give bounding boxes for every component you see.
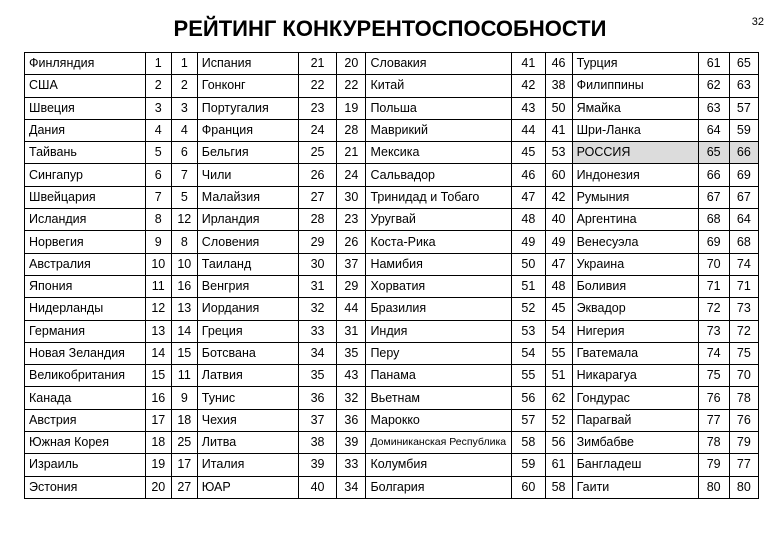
rank-current: 15 [145,365,171,387]
country-name: Польша [366,97,512,119]
country-name: Вьетнам [366,387,512,409]
rank-current: 30 [298,253,337,275]
country-name: Боливия [572,275,698,297]
country-name: Гондурас [572,387,698,409]
table-row [25,432,759,454]
country-name: Перу [366,342,512,364]
country-name: Великобритания [25,365,146,387]
country-name: Норвегия [25,231,146,253]
rank-previous: 26 [337,231,366,253]
rank-previous: 51 [545,365,572,387]
rank-current: 77 [698,409,729,431]
rank-previous: 45 [545,298,572,320]
country-name: Парагвай [572,409,698,431]
rank-previous: 59 [729,119,758,141]
rank-previous: 75 [729,342,758,364]
rank-current: 76 [698,387,729,409]
rank-previous: 79 [729,432,758,454]
rank-current: 65 [698,142,729,164]
rank-current: 16 [145,387,171,409]
rank-current: 58 [512,432,545,454]
rank-current: 66 [698,164,729,186]
rank-current: 44 [512,119,545,141]
country-name: Аргентина [572,209,698,231]
rank-previous: 6 [171,142,197,164]
rank-current: 20 [145,476,171,498]
rank-previous: 3 [171,97,197,119]
country-name: Бельгия [197,142,298,164]
rank-previous: 36 [337,409,366,431]
rank-previous: 44 [337,298,366,320]
rank-current: 35 [298,365,337,387]
rank-current: 32 [298,298,337,320]
page-title: РЕЙТИНГ КОНКУРЕНТОСПОСОБНОСТИ [173,16,607,41]
table-row [25,454,759,476]
country-name: Украина [572,253,698,275]
country-name: Таиланд [197,253,298,275]
country-name: Филиппины [572,75,698,97]
rank-current: 21 [298,53,337,75]
rank-current: 23 [298,97,337,119]
rank-previous: 24 [337,164,366,186]
rank-current: 3 [145,97,171,119]
rank-current: 28 [298,209,337,231]
rank-previous: 58 [545,476,572,498]
rank-previous: 50 [545,97,572,119]
rank-previous: 47 [545,253,572,275]
country-name: Германия [25,320,146,342]
rank-previous: 5 [171,186,197,208]
rank-current: 54 [512,342,545,364]
table-row [25,186,759,208]
country-name: Гватемала [572,342,698,364]
rank-previous: 73 [729,298,758,320]
country-name: Финляндия [25,53,146,75]
country-name: Сингапур [25,164,146,186]
country-name: Нигерия [572,320,698,342]
rank-previous: 18 [171,409,197,431]
rank-previous: 68 [729,231,758,253]
country-name: Южная Корея [25,432,146,454]
country-name: Словакия [366,53,512,75]
country-name: Италия [197,454,298,476]
rank-current: 67 [698,186,729,208]
rank-current: 11 [145,275,171,297]
country-name: Шри-Ланка [572,119,698,141]
rank-current: 25 [298,142,337,164]
country-name: Ирландия [197,209,298,231]
country-name: Израиль [25,454,146,476]
rank-previous: 29 [337,275,366,297]
country-name: Тайвань [25,142,146,164]
table-row [25,409,759,431]
table-row [25,387,759,409]
rank-previous: 71 [729,275,758,297]
rank-previous: 7 [171,164,197,186]
rank-current: 55 [512,365,545,387]
rank-current: 38 [298,432,337,454]
country-name: Литва [197,432,298,454]
rank-previous: 65 [729,53,758,75]
rank-previous: 46 [545,53,572,75]
country-name: Эстония [25,476,146,498]
rank-previous: 8 [171,231,197,253]
rank-previous: 48 [545,275,572,297]
country-name: Уругвай [366,209,512,231]
rank-previous: 9 [171,387,197,409]
rank-previous: 42 [545,186,572,208]
rank-current: 17 [145,409,171,431]
country-name: Ботсвана [197,342,298,364]
country-name: Болгария [366,476,512,498]
country-name: Хорватия [366,275,512,297]
rank-previous: 63 [729,75,758,97]
rank-current: 71 [698,275,729,297]
rank-current: 10 [145,253,171,275]
rank-previous: 17 [171,454,197,476]
rank-previous: 20 [337,53,366,75]
rank-current: 49 [512,231,545,253]
rank-current: 14 [145,342,171,364]
rank-current: 53 [512,320,545,342]
table-row [25,119,759,141]
rank-previous: 53 [545,142,572,164]
rank-current: 2 [145,75,171,97]
rank-current: 42 [512,75,545,97]
rank-previous: 1 [171,53,197,75]
rank-current: 70 [698,253,729,275]
country-name: Чили [197,164,298,186]
rank-previous: 21 [337,142,366,164]
country-name: Португалия [197,97,298,119]
rank-current: 31 [298,275,337,297]
rank-previous: 43 [337,365,366,387]
country-name: Никарагуа [572,365,698,387]
country-name: Латвия [197,365,298,387]
rank-previous: 77 [729,454,758,476]
country-name: Тунис [197,387,298,409]
country-name: Ямайка [572,97,698,119]
rank-previous: 41 [545,119,572,141]
country-name: Франция [197,119,298,141]
rank-current: 37 [298,409,337,431]
rank-previous: 14 [171,320,197,342]
table-row [25,142,759,164]
rank-current: 1 [145,53,171,75]
rank-current: 52 [512,298,545,320]
rank-current: 68 [698,209,729,231]
rank-previous: 61 [545,454,572,476]
rank-previous: 25 [171,432,197,454]
country-name: Испания [197,53,298,75]
rank-previous: 33 [337,454,366,476]
table-row [25,231,759,253]
rank-current: 72 [698,298,729,320]
rank-current: 51 [512,275,545,297]
rank-current: 62 [698,75,729,97]
rank-previous: 49 [545,231,572,253]
country-name: Венгрия [197,275,298,297]
table-row [25,209,759,231]
country-name: Румыния [572,186,698,208]
rank-previous: 16 [171,275,197,297]
rank-current: 45 [512,142,545,164]
country-name: Швейцария [25,186,146,208]
rank-current: 13 [145,320,171,342]
country-name: Исландия [25,209,146,231]
rank-current: 43 [512,97,545,119]
country-name: Бразилия [366,298,512,320]
competitiveness-table [24,52,759,499]
country-name: Малайзия [197,186,298,208]
country-name: Швеция [25,97,146,119]
country-name: США [25,75,146,97]
country-name: Япония [25,275,146,297]
rank-previous: 67 [729,186,758,208]
rank-previous: 30 [337,186,366,208]
rank-previous: 80 [729,476,758,498]
rank-previous: 2 [171,75,197,97]
rank-current: 34 [298,342,337,364]
country-name: Сальвадор [366,164,512,186]
country-name: Колумбия [366,454,512,476]
table-row [25,164,759,186]
table-row [25,53,759,75]
rank-previous: 76 [729,409,758,431]
table-row [25,253,759,275]
country-name: Индия [366,320,512,342]
country-name: Австрия [25,409,146,431]
rank-previous: 54 [545,320,572,342]
rank-current: 29 [298,231,337,253]
rank-current: 5 [145,142,171,164]
rank-previous: 11 [171,365,197,387]
country-name: Австралия [25,253,146,275]
table-row [25,320,759,342]
country-name: Марокко [366,409,512,431]
rank-current: 73 [698,320,729,342]
rank-current: 7 [145,186,171,208]
country-name: ЮАР [197,476,298,498]
rank-current: 78 [698,432,729,454]
table-row [25,275,759,297]
rank-current: 59 [512,454,545,476]
rank-previous: 40 [545,209,572,231]
country-name: Маврикий [366,119,512,141]
country-name: Тринидад и Тобаго [366,186,512,208]
rank-current: 75 [698,365,729,387]
rank-current: 40 [298,476,337,498]
rank-current: 39 [298,454,337,476]
rank-current: 48 [512,209,545,231]
rank-previous: 55 [545,342,572,364]
rank-previous: 78 [729,387,758,409]
rank-current: 22 [298,75,337,97]
rank-previous: 35 [337,342,366,364]
rank-current: 63 [698,97,729,119]
rank-previous: 74 [729,253,758,275]
rank-previous: 4 [171,119,197,141]
country-name: Дания [25,119,146,141]
country-name: Словения [197,231,298,253]
rank-previous: 37 [337,253,366,275]
table-row [25,342,759,364]
page-number: 32 [751,16,764,28]
country-name: Бангладеш [572,454,698,476]
rank-current: 79 [698,454,729,476]
rank-previous: 70 [729,365,758,387]
table-row [25,97,759,119]
rank-previous: 28 [337,119,366,141]
rank-current: 50 [512,253,545,275]
country-name: Намибия [366,253,512,275]
rank-current: 9 [145,231,171,253]
rank-previous: 64 [729,209,758,231]
rank-current: 56 [512,387,545,409]
rank-previous: 12 [171,209,197,231]
country-name: Индонезия [572,164,698,186]
country-name: Китай [366,75,512,97]
rank-previous: 15 [171,342,197,364]
country-name: Гаити [572,476,698,498]
rank-previous: 32 [337,387,366,409]
rank-previous: 27 [171,476,197,498]
country-name: Мексика [366,142,512,164]
country-name: Новая Зеландия [25,342,146,364]
country-name: Иордания [197,298,298,320]
rank-previous: 10 [171,253,197,275]
country-name: Чехия [197,409,298,431]
rank-current: 8 [145,209,171,231]
rank-current: 61 [698,53,729,75]
rank-previous: 62 [545,387,572,409]
rank-current: 64 [698,119,729,141]
rank-previous: 38 [545,75,572,97]
rank-previous: 56 [545,432,572,454]
rank-current: 69 [698,231,729,253]
country-name: Коста-Рика [366,231,512,253]
rank-current: 36 [298,387,337,409]
rank-current: 6 [145,164,171,186]
country-name: Нидерланды [25,298,146,320]
table-row [25,365,759,387]
table-row [25,298,759,320]
rank-previous: 72 [729,320,758,342]
rank-current: 41 [512,53,545,75]
rank-previous: 22 [337,75,366,97]
rank-previous: 66 [729,142,758,164]
rank-current: 46 [512,164,545,186]
rank-previous: 19 [337,97,366,119]
table-row [25,75,759,97]
country-name: Панама [366,365,512,387]
rank-current: 80 [698,476,729,498]
rank-previous: 23 [337,209,366,231]
rank-previous: 13 [171,298,197,320]
rank-current: 33 [298,320,337,342]
rank-current: 57 [512,409,545,431]
rank-current: 18 [145,432,171,454]
country-name: Канада [25,387,146,409]
table-row [25,476,759,498]
rank-previous: 69 [729,164,758,186]
rank-previous: 34 [337,476,366,498]
rank-current: 19 [145,454,171,476]
country-name: Турция [572,53,698,75]
rank-previous: 60 [545,164,572,186]
rank-current: 47 [512,186,545,208]
rank-previous: 57 [729,97,758,119]
rank-current: 74 [698,342,729,364]
rank-previous: 31 [337,320,366,342]
country-name: Венесуэла [572,231,698,253]
country-name: Греция [197,320,298,342]
rank-current: 27 [298,186,337,208]
rank-current: 26 [298,164,337,186]
country-name: РОССИЯ [572,142,698,164]
rank-current: 4 [145,119,171,141]
country-name: Зимбабве [572,432,698,454]
rank-current: 24 [298,119,337,141]
country-name: Гонконг [197,75,298,97]
rank-previous: 39 [337,432,366,454]
rank-current: 60 [512,476,545,498]
country-name: Эквадор [572,298,698,320]
rank-previous: 52 [545,409,572,431]
rank-current: 12 [145,298,171,320]
country-name: Доминиканская Республика [366,432,512,454]
